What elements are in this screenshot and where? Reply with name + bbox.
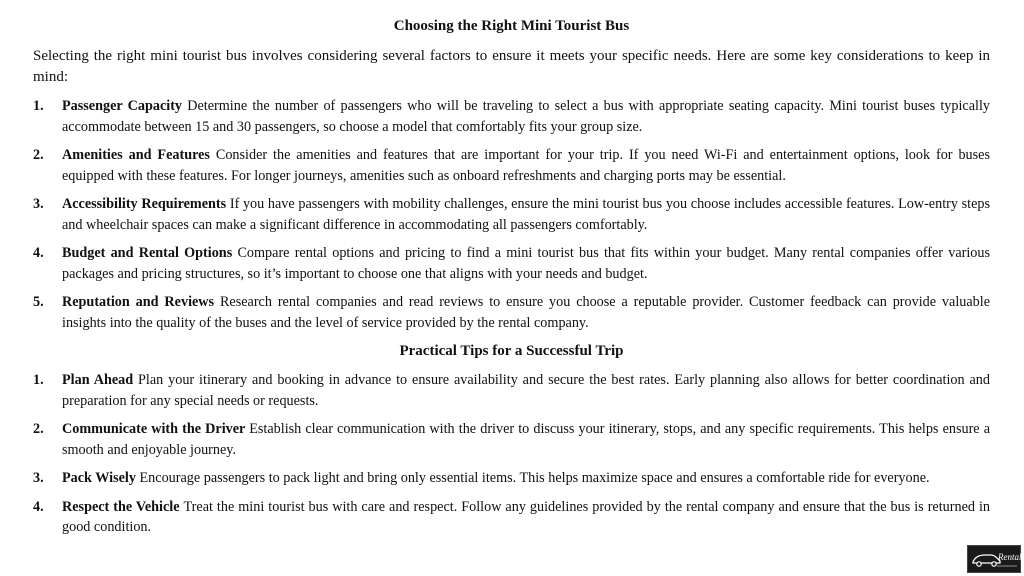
logo-text: Rental	[998, 552, 1022, 562]
item-title: Amenities and Features	[62, 147, 216, 163]
item-text: Research rental companies and read reviews to ensure you choose a reputable provider. Customer feedback can provide valuable insights into the quality of the buses and the level of service provided by the rental company.	[62, 294, 990, 331]
considerations-list	[33, 96, 990, 333]
list-item	[33, 497, 990, 538]
item-number: 2.	[33, 147, 44, 163]
item-title: Respect the Vehicle	[62, 498, 184, 515]
list-item	[33, 145, 990, 186]
item-number: 3.	[33, 470, 44, 486]
item-title: Pack Wisely	[62, 470, 140, 486]
section-heading-choosing-bus: Choosing the Right Mini Tourist Bus	[393, 18, 630, 34]
list-item	[33, 243, 990, 284]
list-item	[33, 419, 990, 460]
intro-paragraph: Selecting the right mini tourist bus involves considering several factors to ensure it meets your specific needs. Here are some key considerations to keep in mind:	[33, 48, 990, 85]
item-number: 5.	[33, 294, 44, 310]
item-title: Budget and Rental Options	[62, 245, 238, 261]
section-heading-practical-tips: Practical Tips for a Successful Trip	[399, 343, 624, 359]
item-title: Plan Ahead	[62, 372, 139, 388]
tips-list	[33, 370, 990, 538]
item-text: Establish clear communication with the driver to discuss your itinerary, stops, and any specific requirements. This helps ensure a smooth and enjoyable journey.	[62, 421, 991, 458]
item-title: Accessibility Requirements	[62, 196, 230, 212]
item-number: 1.	[33, 372, 44, 388]
item-text: Determine the number of passengers who will be traveling to select a bus with appropriate seating capacity. Mini tourist buses typically accommodate between 15 and 30 passengers, so choose a model that comfortably fits your group size.	[62, 98, 990, 135]
item-title: Reputation and Reviews	[62, 294, 220, 310]
list-item	[33, 96, 990, 137]
item-text: Plan your itinerary and booking in advance to ensure availability and secure the best rates. Early planning also allows for better coordination and preparation for any special needs or requests.	[62, 372, 990, 409]
list-item	[33, 292, 990, 333]
list-item	[33, 370, 990, 411]
list-item	[33, 194, 990, 235]
item-title: Communicate with the Driver	[62, 421, 250, 437]
item-text: Treat the mini tourist bus with care and respect. Follow any guidelines provided by the rental company and ensure that the bus is returned in good condition.	[62, 498, 990, 535]
item-number: 1.	[33, 98, 44, 114]
item-number: 2.	[33, 421, 44, 437]
brand-logo	[967, 545, 1021, 573]
item-text: Encourage passengers to pack light and bring only essential items. This helps maximize space and ensures a comfortable ride for everyone.	[139, 470, 930, 486]
item-text: Compare rental options and pricing to find a mini tourist bus that fits within your budget. Many rental companies offer various packages and pricing structures, so it’s important to choose one that aligns with your needs and budget.	[62, 245, 991, 282]
item-number: 4.	[33, 245, 44, 261]
item-number: 4.	[33, 498, 44, 515]
item-number: 3.	[33, 196, 44, 212]
document-page	[33, 14, 990, 546]
item-text: If you have passengers with mobility challenges, ensure the mini tourist bus you choose includes accessible features. Low-entry steps and wheelchair spaces can make a significant difference in accommodating all passengers comfortably.	[62, 196, 990, 233]
item-title: Passenger Capacity	[62, 98, 188, 114]
item-text: Consider the amenities and features that are important for your trip. If you need Wi-Fi and entertainment options, look for buses equipped with these features. For longer journeys, amenities such as onboard refreshments and charging ports may be essential.	[62, 147, 990, 184]
list-item	[33, 468, 990, 489]
car-logo-icon	[969, 547, 1022, 571]
